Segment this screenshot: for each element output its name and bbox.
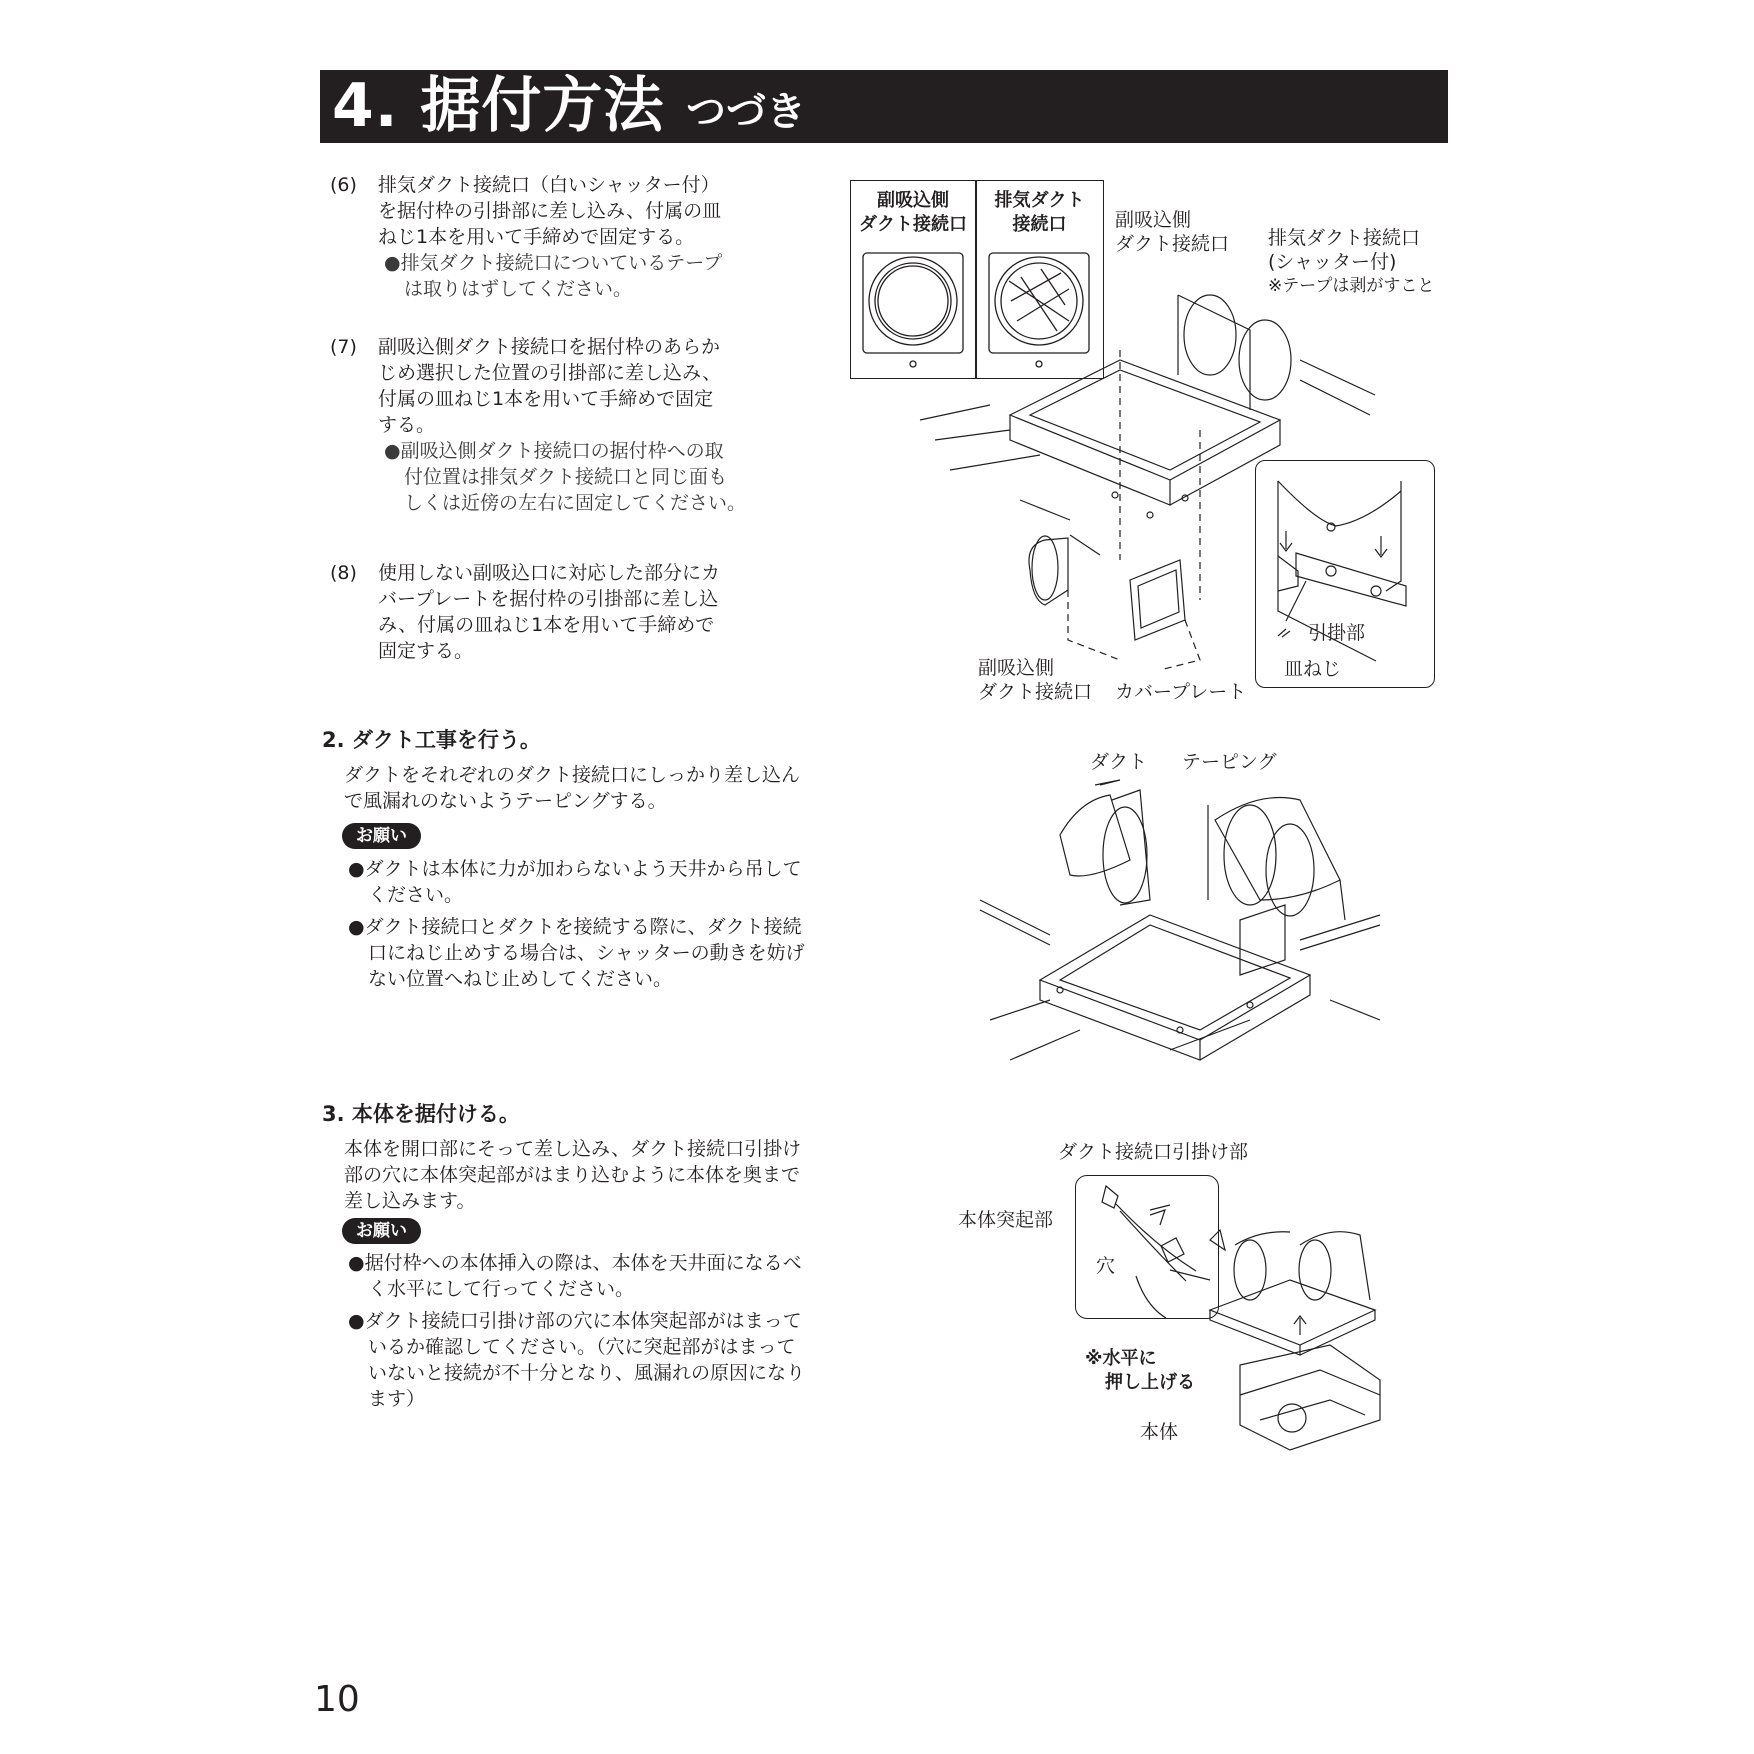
label-hole: 穴 (1096, 1255, 1116, 1277)
step-line: 排気ダクト接続口（白いシャッター付） (378, 174, 720, 196)
page-number: 10 (314, 1679, 360, 1720)
step-line: 固定する。 (378, 640, 474, 662)
label-protrusion: 本体突起部 (958, 1209, 1054, 1231)
label-line: 接続口 (1012, 214, 1067, 235)
note-line: は取りはずしてください。 (404, 278, 633, 300)
label-line: ※水平に (1085, 1348, 1157, 1369)
section-title-bar (320, 70, 1448, 143)
bullet-line: ●ダクト接続口引掛け部の穴に本体突起部がはまって (348, 1310, 802, 1332)
label-line: 副吸込側 (1115, 209, 1192, 231)
label-line: 押し上げる (1105, 1372, 1195, 1393)
section-2-body (344, 762, 800, 814)
step-note (384, 438, 746, 516)
step-line: み、付属の皿ねじ1本を用いて手締めで (378, 614, 715, 636)
connector-comparison-box (850, 180, 1104, 379)
section-3-title: 3. 本体を据付ける。 (322, 1102, 520, 1126)
step-line: する。 (378, 414, 436, 436)
badge-label: お願い (342, 1218, 421, 1244)
body-line: で風漏れのないようテーピングする。 (344, 790, 667, 812)
section-title: 4. 据付方法 (332, 71, 665, 141)
protrusion-detail-inset (1075, 1175, 1219, 1319)
note-line: ●排気ダクト接続口についているテープ (384, 252, 723, 274)
step-line: ねじ1本を用いて手締めで固定する。 (378, 226, 695, 248)
bullet-line: ください。 (368, 884, 464, 906)
protrusion-detail-drawing (1076, 1176, 1218, 1318)
label-main-body: 本体 (1140, 1421, 1179, 1443)
label-hook: 引掛部 (1308, 622, 1366, 644)
bullet-line: ます） (368, 1388, 426, 1410)
bullet-line: ●据付枠への本体挿入の際は、本体を天井面になるべ (348, 1252, 802, 1274)
request-badge (342, 823, 421, 849)
step-number: (7) (330, 336, 357, 358)
step-6 (330, 172, 810, 312)
label-push-level (1085, 1347, 1195, 1395)
note-line: しくは近傍の左右に固定してください。 (404, 492, 747, 514)
step-line: じめ選択した位置の引掛部に差し込み、 (378, 362, 722, 384)
step-line: を据付枠の引掛部に差し込み、付属の皿 (378, 200, 722, 222)
request-badge (342, 1218, 421, 1244)
section-2-bullets (348, 856, 805, 992)
step-7 (330, 334, 810, 524)
label-taping: テーピング (1182, 751, 1277, 773)
label-sub-intake-top (1115, 208, 1229, 256)
bullet-line: いるか確認してください。（穴に突起部がはまって (368, 1336, 796, 1358)
label-line: 副吸込側 (978, 657, 1055, 679)
badge-label: お願い (342, 823, 421, 849)
body-line: 部の穴に本体突起部がはまり込むように本体を奥まで (344, 1164, 801, 1186)
sub-intake-connector-drawing (863, 253, 963, 367)
step-line: 使用しない副吸込口に対応した部分にカ (378, 562, 721, 584)
step-note (384, 250, 722, 302)
label-line: 副吸込側 (877, 190, 949, 211)
body-line: 差し込みます。 (344, 1190, 476, 1212)
bullet-line: 口にねじ止めする場合は、シャッターの動きを妨げ (368, 942, 805, 964)
step-8 (330, 560, 810, 670)
label-duct: ダクト (1090, 751, 1148, 773)
bullet-line: いないと接続が不十分となり、風漏れの原因になり (368, 1362, 806, 1384)
section-subtitle: つづき (686, 89, 806, 135)
hook-detail-drawing (1256, 461, 1434, 687)
hook-detail-inset (1255, 460, 1435, 688)
bullet-line: ●ダクトは本体に力が加わらないよう天井から吊して (348, 858, 802, 880)
label-tape-note: ※テープは剥がすこと (1268, 276, 1435, 296)
step-line: 付属の皿ねじ1本を用いて手締めで固定 (378, 388, 714, 410)
section-2-title: 2. ダクト工事を行う。 (322, 728, 541, 752)
label-screw: 皿ねじ (1284, 658, 1342, 680)
label-exhaust-connector (1268, 226, 1420, 274)
bullet-line: ない位置へねじ止めしてください。 (368, 968, 673, 990)
label-sub-intake-bottom (978, 656, 1092, 704)
connector-drawings (851, 181, 1103, 378)
note-line: 付位置は排気ダクト接続口と同じ面も (404, 466, 728, 488)
step-line: 副吸込側ダクト接続口を据付枠のあらか (378, 336, 721, 358)
section-3-bullets (348, 1250, 805, 1412)
step-line: バープレートを据付枠の引掛部に差し込 (378, 588, 719, 610)
label-cover-plate: カバープレート (1115, 681, 1247, 703)
body-line: ダクトをそれぞれのダクト接続口にしっかり差し込ん (344, 764, 801, 786)
label-line: (シャッター付) (1268, 251, 1397, 273)
section-3-body (344, 1136, 801, 1214)
step-number: (8) (330, 562, 357, 584)
bullet-line: ●ダクト接続口とダクトを接続する際に、ダクト接続 (348, 916, 802, 938)
label-line: 排気ダクト接続口 (1268, 227, 1421, 249)
label-hook-part: ダクト接続口引掛け部 (1058, 1141, 1249, 1163)
exhaust-connector-drawing (989, 253, 1089, 367)
body-line: 本体を開口部にそって差し込み、ダクト接続口引掛け (344, 1138, 802, 1160)
label-line: ダクト接続口 (978, 681, 1093, 703)
label-line: 排気ダクト (994, 190, 1085, 211)
bullet-line: く水平にして行ってください。 (368, 1278, 635, 1300)
label-line: ダクト接続口 (1115, 233, 1230, 255)
label-line: ダクト接続口 (859, 214, 967, 235)
step-number: (6) (330, 174, 357, 196)
note-line: ●副吸込側ダクト接続口の据付枠への取 (384, 440, 724, 462)
